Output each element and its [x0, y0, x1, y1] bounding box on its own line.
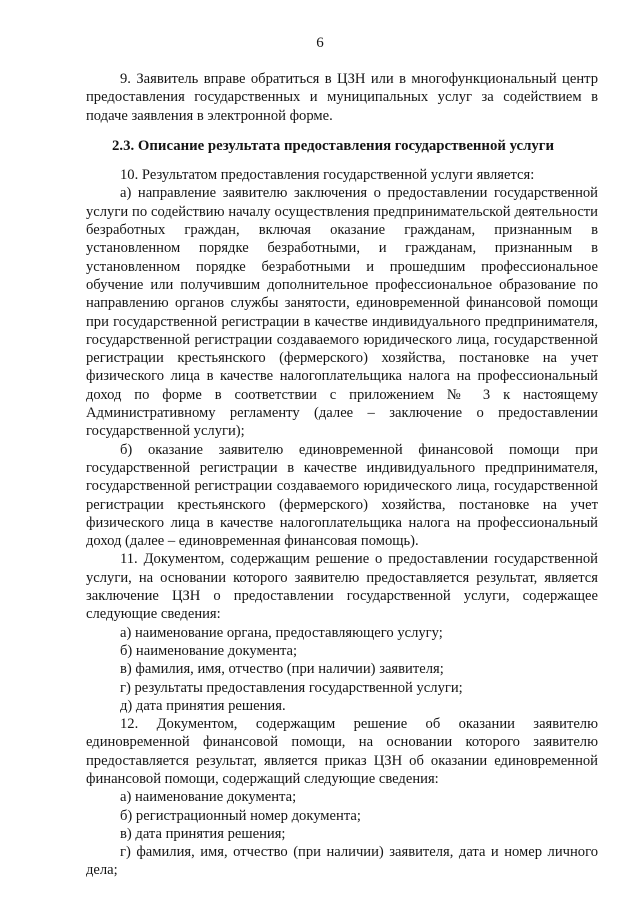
list-item: б) наименование документа;: [120, 642, 298, 659]
list-item: в) фамилия, имя, отчество (при наличии) заявителя;: [120, 661, 444, 678]
list-item: а) наименование органа, предоставляющего услугу;: [120, 624, 443, 641]
list-item: д) дата принятия решения.: [120, 697, 286, 714]
paragraph-10: 10. Результатом предоставления государственной услуги является:: [120, 167, 535, 184]
paragraph-11: 11. Документом, содержащим решение о предоставлении государственной услуги, на основании которого заявителю предоставляется результат, является заключение ЦЗН о предоставлении государственной услуги, содержащее следующие сведения:: [86, 551, 598, 623]
section-heading: 2.3. Описание результата предоставления государственной услуги: [112, 137, 555, 154]
paragraph-10b: б) оказание заявителю единовременной финансовой помощи при государственной регистрации в качестве индивидуального предпринимателя, государственной регистрации создаваемого юридического лица, государственной регистрации крестьянского (фермерского) хозяйства, постановке на учет физического лица в качестве налогоплательщика налога на профессиональный доход (далее – единовременная финансовая помощь).: [86, 441, 598, 550]
list-item: в) дата принятия решения;: [120, 825, 286, 842]
list-item: г) результаты предоставления государственной услуги;: [120, 679, 463, 696]
paragraph-12: 12. Документом, содержащим решение об оказании заявителю единовременной финансовой помощи, на основании которого заявителю предоставляется результат, является приказ ЦЗН об оказании единовременной финансовой помощи, содержащий следующие сведения:: [86, 716, 598, 787]
paragraph-10a: а) направление заявителю заключения о предоставлении государственной услуги по содействию началу осуществления предпринимательской деятельности безработных граждан, включая оказание гражданам, признанным в установленном порядке безработными, и гражданам, признанным в установленном порядке безработными и прошедшим профессиональное обучение или получившим дополнительное профессиональное образование по направлению органов службы занятости, единовременной финансовой помощи при государственной регистрации в качестве индивидуального предпринимателя, государственной регистрации создаваемого юридического лица, государственной регистрации крестьянского (фермерского) хозяйства, постановке на учет физического лица в качестве налогоплательщика налога на профессиональный доход по форме в соответствии с приложением № 3 к настоящему Административному регламенту (далее – заключение о предоставлении государственной услуги);: [86, 185, 598, 440]
page-number: 6: [316, 35, 324, 51]
list-item: б) регистрационный номер документа;: [120, 807, 361, 824]
list-item: г) фамилия, имя, отчество (при наличии) заявителя, дата и номер личного дела;: [86, 844, 598, 879]
list-item: а) наименование документа;: [120, 789, 297, 806]
document-body: [86, 70, 598, 880]
paragraph-9: 9. Заявитель вправе обратиться в ЦЗН или в многофункциональный центр предоставления государственных и муниципальных услуг за содействием в подаче заявления в электронной форме.: [86, 71, 598, 124]
